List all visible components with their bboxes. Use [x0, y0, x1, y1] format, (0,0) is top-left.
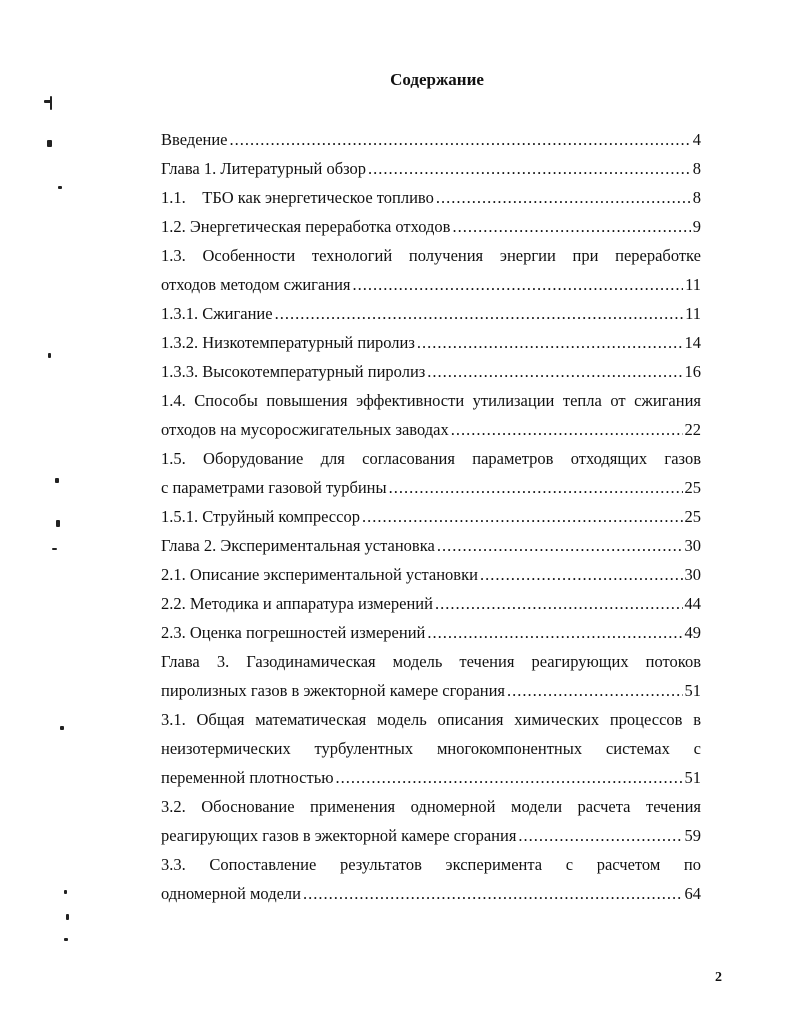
- toc-entry-text: 1.5.1. Струйный компрессор: [161, 507, 360, 526]
- toc-entry: [161, 621, 701, 645]
- toc-entry-middle-line: неизотермических турбулентных многокомпонентных системах с: [161, 739, 701, 758]
- toc-entry-page: 9: [692, 217, 701, 236]
- toc-entry-first-line: 1.5. Оборудование для согласования параметров отходящих газов: [161, 449, 701, 468]
- toc-entry-text: 1.1. ТБО как энергетическое топливо: [161, 188, 434, 207]
- toc-entry-first-line: 3.2. Обоснование применения одномерной модели расчета течения: [161, 797, 701, 816]
- page-number: 2: [715, 970, 722, 985]
- toc-entry: [161, 505, 701, 529]
- toc-entry-page: 16: [684, 362, 701, 381]
- toc-entry-page: 51: [684, 681, 701, 700]
- toc-entry-first-line: 1.3. Особенности технологий получения энергии при переработке: [161, 246, 701, 265]
- toc-entry-text: реагирующих газов в эжекторной камере сгорания: [161, 826, 517, 845]
- toc-entry-first-line: 1.4. Способы повышения эффективности утилизации тепла от сжигания: [161, 391, 701, 410]
- toc-entry-text: Глава 2. Экспериментальная установка: [161, 536, 435, 555]
- scan-artifact: [48, 353, 51, 358]
- toc-entry-first-line: 3.3. Сопоставление результатов эксперимента с расчетом по: [161, 855, 701, 874]
- scan-artifact: [58, 186, 62, 189]
- toc-entry-text: 2.2. Методика и аппаратура измерений: [161, 594, 433, 613]
- toc-entry: [161, 766, 701, 790]
- toc-entry-text: 1.3.1. Сжигание: [161, 304, 273, 323]
- toc-entry-text: пиролизных газов в эжекторной камере сгорания: [161, 681, 506, 700]
- toc-entry: [161, 679, 701, 703]
- toc-entry-text: одномерной модели: [161, 884, 301, 903]
- toc-entry-page: 11: [685, 304, 701, 323]
- toc-entry-text: с параметрами газовой турбины: [161, 478, 387, 497]
- toc-entry: [161, 331, 701, 355]
- toc-entry-page: 49: [684, 623, 701, 642]
- toc-entry: [161, 215, 701, 239]
- toc-entry: [161, 476, 701, 500]
- toc-entry-page: 30: [684, 565, 701, 584]
- scan-artifact: [60, 726, 64, 730]
- scan-artifact: [55, 478, 59, 483]
- toc-entry-text: отходов на мусоросжигательных заводах: [161, 420, 449, 439]
- scan-artifact: [64, 890, 67, 894]
- toc-entry: [161, 824, 701, 848]
- toc-entry-text: Введение: [161, 130, 228, 149]
- toc-entry-page: 4: [692, 130, 701, 149]
- toc-entry-page: 11: [685, 275, 701, 294]
- scan-artifact: [52, 548, 57, 550]
- toc-entry-page: 59: [684, 826, 701, 845]
- toc-entry-text: 2.3. Оценка погрешностей измерений: [161, 623, 426, 642]
- toc-entry: [161, 563, 701, 587]
- toc-entry-text: 1.3.2. Низкотемпературный пиролиз: [161, 333, 415, 352]
- toc-entry-page: 64: [684, 884, 701, 903]
- toc-entry-text: отходов методом сжигания: [161, 275, 351, 294]
- scan-artifact: [66, 914, 69, 920]
- toc-entry: [161, 273, 701, 297]
- toc-entry: [161, 302, 701, 326]
- toc-entry-page: 25: [684, 478, 701, 497]
- toc-entry-page: 30: [684, 536, 701, 555]
- toc-entry: [161, 592, 701, 616]
- toc-entry-text: переменной плотностью: [161, 768, 334, 787]
- toc-entry-page: 51: [684, 768, 701, 787]
- toc-entry: [161, 360, 701, 384]
- toc-entry: [161, 157, 701, 181]
- scan-artifact: [64, 938, 68, 941]
- toc-entry-text: 2.1. Описание экспериментальной установки: [161, 565, 478, 584]
- toc-entry: [161, 128, 701, 152]
- toc-entry-first-line: Глава 3. Газодинамическая модель течения реагирующих потоков: [161, 652, 701, 671]
- toc-entry-text: Глава 1. Литературный обзор: [161, 159, 367, 178]
- toc-entry-text: 1.3.3. Высокотемпературный пиролиз: [161, 362, 426, 381]
- toc-entry: [161, 186, 701, 210]
- toc-entry-page: 8: [692, 159, 701, 178]
- toc-entry-page: 8: [692, 188, 701, 207]
- toc-entry-page: 22: [684, 420, 701, 439]
- scan-artifact: [56, 520, 60, 527]
- toc-entry-page: 25: [684, 507, 701, 526]
- toc-entry-page: 44: [684, 594, 701, 613]
- scan-artifact: [47, 140, 52, 147]
- toc-entry-text: 1.2. Энергетическая переработка отходов: [161, 217, 451, 236]
- toc-entry-first-line: 3.1. Общая математическая модель описания химических процессов в: [161, 710, 701, 729]
- scan-artifact: [50, 96, 52, 110]
- page-title: Содержание: [390, 70, 484, 89]
- toc-entry: [161, 882, 701, 906]
- toc-entry: [161, 418, 701, 442]
- toc-entry-page: 14: [684, 333, 701, 352]
- toc-entry: [161, 534, 701, 558]
